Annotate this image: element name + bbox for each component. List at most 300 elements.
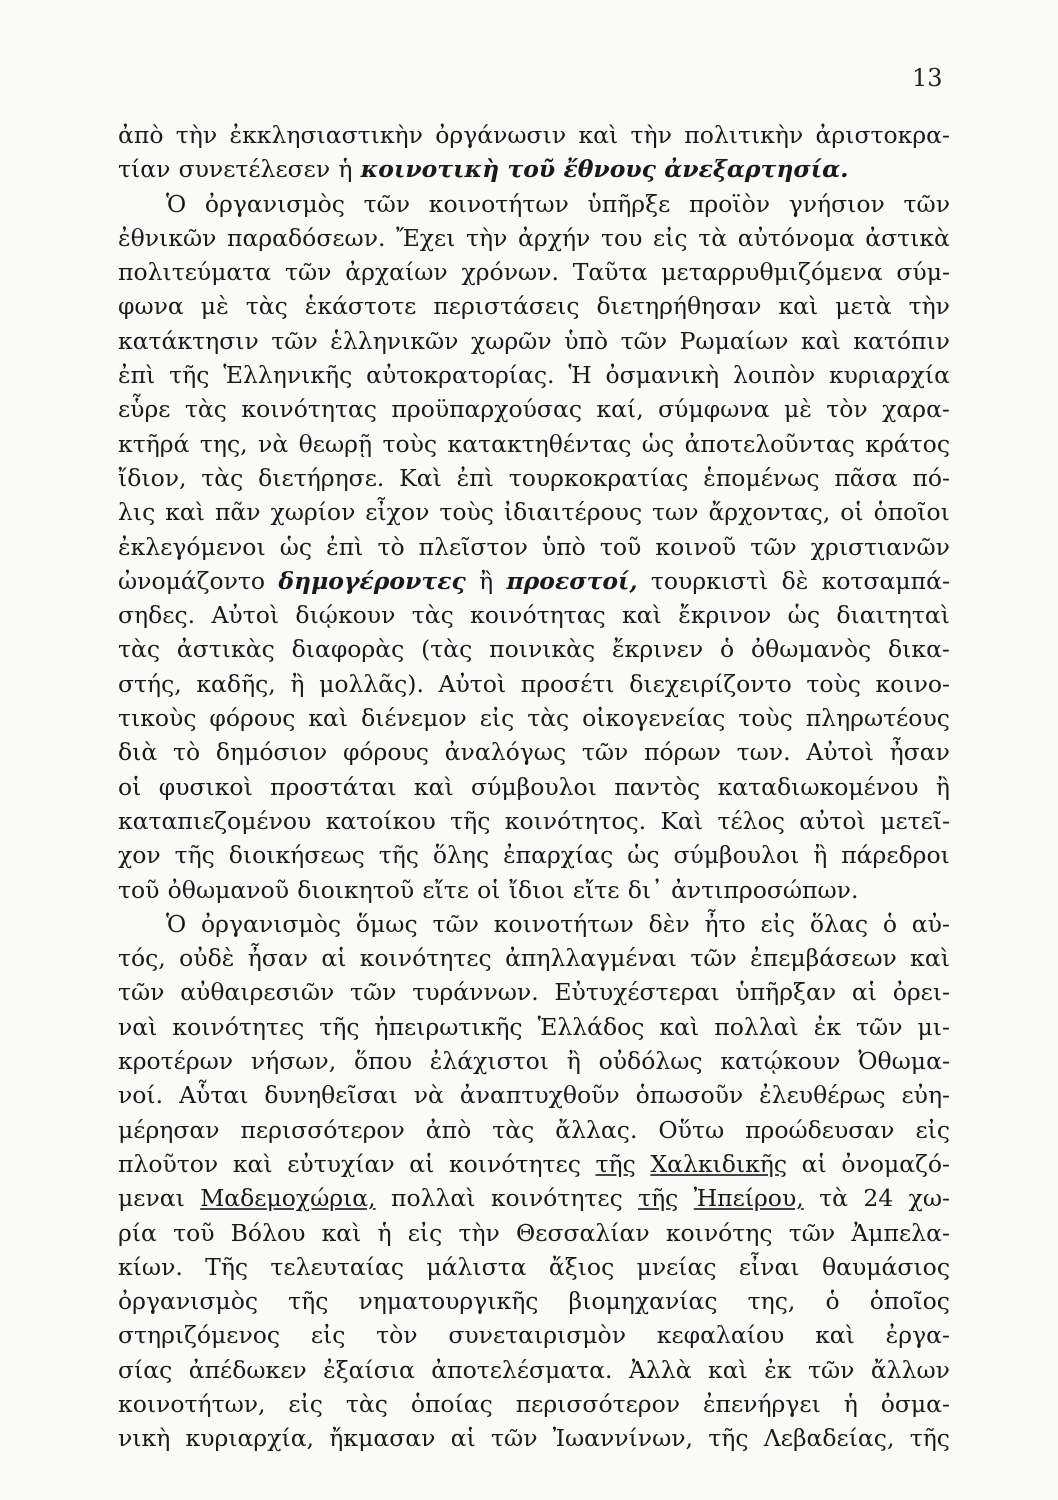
word: ἀναπτυχθοῦν <box>459 1081 620 1110</box>
word: ὀνομαζό- <box>841 1149 950 1178</box>
word: συνεταιρισμὸν <box>448 1321 626 1350</box>
word: τῶν <box>856 1012 903 1041</box>
word: κοινότητας <box>241 395 377 424</box>
word: ἔκρινον <box>678 601 772 630</box>
word: ἐκκλησιαστικὴν <box>229 121 423 149</box>
word: τοὺς <box>382 429 438 458</box>
word: Βόλου <box>230 1218 306 1247</box>
text-line <box>118 392 950 426</box>
word: κατοίκου <box>325 806 436 835</box>
word: τελευταίας <box>270 1252 405 1281</box>
word: μάλιστα <box>426 1252 527 1281</box>
emphasized-word: τοῦ <box>507 155 556 184</box>
word: προστάται <box>270 772 397 801</box>
text-line <box>118 598 950 632</box>
word: Καὶ <box>399 463 442 492</box>
word: Ἑλλάδος <box>537 1012 645 1041</box>
word: εἴτε <box>572 875 620 904</box>
word: ἀριστοκρα- <box>815 121 950 149</box>
word: εἶναι <box>738 1252 800 1281</box>
word: ἐργα- <box>885 1321 950 1350</box>
word: ὁπωσοῦν <box>635 1081 744 1110</box>
word: οἱ <box>477 875 501 904</box>
word: καδῆς, <box>196 669 276 698</box>
word: ἄλλων <box>870 1355 950 1384</box>
word: ὅπου <box>353 1047 412 1076</box>
word: διαφορὰς <box>291 635 405 664</box>
word: καὶ <box>910 944 950 973</box>
text-line <box>118 1216 950 1250</box>
word: σύμβουλοι <box>471 772 597 801</box>
word: καὶ <box>659 1012 700 1041</box>
word: Λεβαδείας, <box>763 1424 895 1453</box>
text-line <box>118 941 950 975</box>
word: τὸ <box>172 738 201 767</box>
word: ναὶ <box>118 1012 158 1041</box>
word: εἰς <box>310 1321 346 1350</box>
word: στηριζόμενος <box>118 1321 281 1350</box>
word: ἢ <box>935 772 950 801</box>
word: μὲ <box>200 292 229 321</box>
word: ὡς <box>641 429 675 458</box>
word: κατακτηθέντας <box>447 429 632 458</box>
word: εἰς <box>915 1115 950 1144</box>
text-line <box>118 804 950 838</box>
word: καὶ <box>622 601 662 630</box>
word: τοῦ <box>599 532 642 561</box>
word: πληρωτέους <box>805 704 950 733</box>
word: αὐ- <box>911 909 950 938</box>
word: ὁποῖοι <box>873 498 950 527</box>
word: σηδες. <box>118 601 196 630</box>
word: κοινότης <box>665 1218 773 1247</box>
word: τὸ <box>377 532 405 561</box>
word: ἀπέδωκεν <box>188 1355 307 1384</box>
word: ἀποτελέσματα. <box>431 1355 613 1384</box>
word: πολιτικὴν <box>684 121 804 149</box>
word: παραδόσεων. <box>227 223 386 252</box>
emphasized-word: προεστοί, <box>506 566 638 595</box>
word: τίαν <box>118 155 171 184</box>
word: οὐδόλως <box>598 1047 703 1076</box>
word: τῶν <box>581 738 629 767</box>
word: κοινοῦ <box>655 532 737 561</box>
text-line <box>118 495 950 529</box>
word: κοινότητες <box>448 1149 581 1178</box>
text-line <box>118 1250 950 1284</box>
word: τῆς <box>288 1287 329 1316</box>
word: ποινικὰς <box>489 635 596 664</box>
word: Ἀμπελα- <box>851 1218 950 1247</box>
word: εἰς <box>760 909 796 938</box>
word: ὀργάνωσιν <box>435 121 567 149</box>
word: καὶ <box>308 704 349 733</box>
word: χριστιανῶν <box>810 532 950 561</box>
word: ἦσαν <box>889 738 950 767</box>
word: ἐκλεγόμενοι <box>118 532 266 561</box>
word: ἢ <box>479 566 494 595</box>
word: ὁποῖος <box>869 1287 950 1316</box>
word: δυνηθεῖσαι <box>264 1081 398 1110</box>
word: αἱ <box>851 978 877 1007</box>
emphasized-word: κοινοτικὴ <box>360 155 500 184</box>
word: αἱ <box>450 1424 476 1453</box>
word: αὐτοὶ <box>799 806 866 835</box>
text-line <box>118 1353 950 1387</box>
word: κίων. <box>118 1252 183 1281</box>
word: ἠπειρωτικῆς <box>374 1012 523 1041</box>
word: μετεῖ- <box>880 806 950 835</box>
word: Οὕτω <box>658 1115 725 1144</box>
word: τουρκιστὶ <box>650 566 769 595</box>
word: τὴν <box>630 121 672 149</box>
word: μὲ <box>783 395 812 424</box>
word: ἐπαρχίας <box>503 841 614 870</box>
word: μεταρρυθμιζόμενα <box>661 258 883 287</box>
word: καὶ <box>321 1218 362 1247</box>
word: κτῆρά <box>118 429 190 458</box>
word: εἰς <box>288 1389 323 1418</box>
word: τὰς <box>118 635 161 664</box>
word: χρόνων. <box>461 258 559 287</box>
text-line <box>118 1044 950 1078</box>
word: διῴκουν <box>295 601 396 630</box>
word: ἦσαν <box>247 944 308 973</box>
text-line <box>118 838 950 872</box>
word: καί, <box>596 395 644 424</box>
word: τὴν <box>458 1218 500 1247</box>
word: τῆς <box>909 1424 950 1453</box>
text-line <box>118 221 950 255</box>
word: ὡς <box>279 532 313 561</box>
text-line <box>118 1010 950 1044</box>
word: τὰ <box>698 223 728 252</box>
word: ὑπῆρξε <box>587 189 671 218</box>
word: Τῆς <box>205 1252 249 1281</box>
word: τὰς <box>527 704 570 733</box>
word: τῶν <box>807 1355 855 1384</box>
word: οἱ <box>118 772 142 801</box>
word: τῆς <box>450 806 491 835</box>
word: Αὐτοὶ <box>806 738 874 767</box>
body-text <box>118 118 950 1456</box>
word: ἑλληνικῶν <box>330 326 459 355</box>
word: κοινότητες <box>172 1012 305 1041</box>
word: ὀσμα- <box>880 1389 950 1418</box>
word: Ταῦτα <box>572 258 648 287</box>
word: Ὁ <box>166 909 187 938</box>
word: εἰς <box>407 1218 443 1247</box>
word: μέρησαν <box>118 1115 220 1144</box>
text-line <box>118 701 950 735</box>
word: τῆς <box>595 1149 636 1178</box>
word: αὐθαιρεσιῶν <box>180 978 335 1007</box>
word: δημόσιον <box>215 738 328 767</box>
word: διὰ <box>118 738 158 767</box>
word: ἔκρινεν <box>612 635 704 664</box>
word: προώδευσαν <box>745 1115 895 1144</box>
word: περισσότερον <box>515 1389 681 1418</box>
word: ἄλλας. <box>555 1115 638 1144</box>
word: 24 <box>863 1184 894 1213</box>
word: ὅλας <box>809 909 868 938</box>
word: τοῦ <box>118 875 160 904</box>
word: κατόπιν <box>853 326 950 355</box>
word: ὑπῆρξαν <box>735 978 837 1007</box>
word: τοῦ <box>173 1218 215 1247</box>
page-number: 13 <box>912 64 943 92</box>
word: εὐτυχίαν <box>287 1149 395 1178</box>
word: τὴν <box>175 121 218 149</box>
word: Αὐτοὶ <box>211 601 280 630</box>
word: τῆς <box>169 361 210 390</box>
word: ὀσμανικὴ <box>605 361 720 390</box>
word: εἴτε <box>422 875 469 904</box>
word: προϊὸν <box>688 189 771 218</box>
word: σύμ- <box>896 258 950 287</box>
word: Ἔχει <box>396 223 456 252</box>
word: της, <box>747 1287 796 1316</box>
word: πάρεδροι <box>841 841 950 870</box>
word: ἴδιον, <box>118 463 187 492</box>
word: νοί. <box>118 1081 164 1110</box>
word: τέλος <box>717 806 785 835</box>
word: καὶ <box>815 1321 855 1350</box>
word: κοινοτήτων, <box>118 1389 266 1418</box>
word: κεφαλαίου <box>656 1321 785 1350</box>
word: τῶν <box>350 978 397 1007</box>
word: τῆς <box>174 841 215 870</box>
word: εἰς <box>479 704 515 733</box>
text-line <box>118 1421 950 1455</box>
word: ὀργανισμὸς <box>118 1287 259 1316</box>
word: κοινο- <box>875 669 950 698</box>
word: τῶν <box>363 189 411 218</box>
word: νήσων, <box>250 1047 337 1076</box>
word: περιστάσεις <box>433 292 580 321</box>
emphasized-word: δημογέροντες <box>278 566 466 595</box>
word: τὸν <box>376 1321 418 1350</box>
word: ὀθωμανὸς <box>750 635 872 664</box>
word: δὲν <box>648 909 690 938</box>
word: ὁ <box>719 635 735 664</box>
word: διένεμον <box>361 704 467 733</box>
word: δι᾿ <box>627 875 663 904</box>
text-line <box>118 255 950 289</box>
word: πλεῖστον <box>418 532 528 561</box>
word: καταδιωκομένου <box>717 772 919 801</box>
word: πολιτεύματα <box>118 258 272 287</box>
word: ἄξιος <box>548 1252 615 1281</box>
word: Καὶ <box>660 806 704 835</box>
word: γνήσιον <box>788 189 885 218</box>
word: κοτσαμπά- <box>821 566 950 595</box>
word: διετηρήθησαν <box>596 292 762 321</box>
word: ἴδιοι <box>508 875 565 904</box>
text-line <box>118 358 950 392</box>
word: Ἰωαννίνων, <box>552 1424 694 1453</box>
word: μεναι <box>118 1184 185 1213</box>
word: περισσότερον <box>240 1115 405 1144</box>
word: τοὺς <box>738 704 793 733</box>
word: προϋπαρχούσας <box>391 395 582 424</box>
word: καὶ <box>708 1355 748 1384</box>
word: ὡς <box>627 841 660 870</box>
word: ἀστικὰς <box>176 635 275 664</box>
word: Ὁ <box>166 189 187 218</box>
word: ἀπὸ <box>118 121 164 149</box>
word: καὶ <box>800 326 841 355</box>
word: τὸν <box>826 395 868 424</box>
word: θαυμάσιος <box>821 1252 950 1281</box>
word: διοικητοῦ <box>297 875 415 904</box>
word: λις <box>118 498 156 527</box>
word: ἐξαίσια <box>323 1355 415 1384</box>
word: ὁ <box>825 1287 840 1316</box>
word: οὐδὲ <box>179 944 235 973</box>
word: ἦτο <box>704 909 746 938</box>
word: ἡ <box>843 1389 858 1418</box>
text-line <box>118 1284 950 1318</box>
word: Αὗται <box>179 1081 249 1110</box>
text-line <box>118 324 950 358</box>
word: τός, <box>118 944 166 973</box>
word: ὠνομάζοντο <box>118 566 266 595</box>
word: ἐπὶ <box>326 532 364 561</box>
word: τῶν <box>690 944 737 973</box>
word: ἄρχοντας, <box>708 498 831 527</box>
word: ὀργανισμὸς <box>204 189 345 218</box>
word: ἀρχήν <box>518 223 591 252</box>
word: τῶν <box>788 1218 836 1247</box>
word: του <box>600 223 643 252</box>
word: τῶν <box>284 258 332 287</box>
word: των. <box>736 738 791 767</box>
word: τὴν <box>908 292 950 321</box>
word: χον <box>118 841 161 870</box>
word: εὗρε <box>118 395 171 424</box>
word: Ὀθωμα- <box>858 1047 950 1076</box>
word: καὶ <box>232 1149 273 1178</box>
word: Χαλκιδικῆς <box>650 1149 788 1178</box>
text-line <box>118 187 950 221</box>
text-line <box>118 530 950 564</box>
word: (τὰς <box>421 635 473 664</box>
word: κοινοτήτων <box>428 189 569 218</box>
word: φόρους <box>342 738 429 767</box>
word: ρία <box>118 1218 157 1247</box>
word: τυράννων. <box>412 978 539 1007</box>
text-line <box>118 975 950 1009</box>
word: διοικήσεως <box>228 841 365 870</box>
word: ἐπεμβάσεων <box>750 944 897 973</box>
word: ὡς <box>787 601 820 630</box>
text-line <box>118 564 950 598</box>
word: Μαδεμοχώρια, <box>200 1184 376 1213</box>
text-line <box>118 770 950 804</box>
word: τῶν <box>491 1424 538 1453</box>
word: νηματουργικῆς <box>358 1287 539 1316</box>
word: αἱ <box>409 1149 435 1178</box>
word: ἀποτελοῦντας <box>684 429 855 458</box>
word: ἑπομένως <box>703 463 820 492</box>
word: τῶν <box>271 326 318 355</box>
word: αἱ <box>801 1149 827 1178</box>
word: ὀργανισμὸς <box>201 909 342 938</box>
word: νὰ <box>258 429 289 458</box>
word: τῆς <box>378 841 419 870</box>
word: ἐπὶ <box>456 463 494 492</box>
word: πᾶν <box>214 498 261 527</box>
word: διετήρησε. <box>258 463 385 492</box>
word: τὰς <box>345 1389 388 1418</box>
word: ὁ <box>882 909 897 938</box>
text-line <box>118 1147 950 1181</box>
word: ἐκ <box>813 1012 842 1041</box>
word: πλοῦτον <box>118 1149 219 1178</box>
word: νὰ <box>413 1081 444 1110</box>
text-line <box>118 1113 950 1147</box>
word: αἱ <box>321 944 347 973</box>
word: φόρους <box>209 704 296 733</box>
word: κοινότητες <box>490 1184 623 1213</box>
word: Αὐτοὶ <box>438 669 507 698</box>
word: πολλαὶ <box>714 1012 799 1041</box>
word: ὅλης <box>432 841 490 870</box>
word: προσέτι <box>520 669 615 698</box>
word: τοὺς <box>439 498 494 527</box>
word: ἀρχαίων <box>345 258 448 287</box>
text-line <box>118 873 950 907</box>
word: νικὴ <box>118 1424 171 1453</box>
word: καὶ <box>413 772 454 801</box>
word: μετὰ <box>835 292 892 321</box>
word: ἡ <box>338 155 353 184</box>
word: σύμβουλοι <box>673 841 800 870</box>
word: αὐτόνομα <box>737 223 855 252</box>
word: ἰδιαιτέρους <box>503 498 643 527</box>
text-line <box>118 907 950 941</box>
word: θεωρῇ <box>298 429 373 458</box>
word: πό- <box>912 463 950 492</box>
word: σύμφωνα <box>658 395 770 424</box>
word: πολλαὶ <box>391 1184 476 1213</box>
word: κοινότητας <box>470 601 606 630</box>
word: παντὸς <box>614 772 701 801</box>
word: ἑκάστοτε <box>304 292 417 321</box>
word: ἀντιπροσώπων. <box>671 875 859 904</box>
text-line <box>118 118 950 152</box>
word: αὐτοκρατορίας. <box>366 361 555 390</box>
text-line <box>118 1078 950 1112</box>
word: μι- <box>917 1012 950 1041</box>
word: διεχειρίζοντο <box>629 669 792 698</box>
word: σίας <box>118 1355 173 1384</box>
word: διαιτηταὶ <box>836 601 950 630</box>
word: εἰς <box>653 223 688 252</box>
word: τὰς <box>492 1115 535 1144</box>
word: Θεσσαλίαν <box>516 1218 650 1247</box>
word: κυριαρχία, <box>185 1424 315 1453</box>
word: τικοὺς <box>118 704 197 733</box>
word: τὰς <box>201 463 244 492</box>
word: κοινοτήτων <box>493 909 634 938</box>
word: Ἑλληνικῆς <box>223 361 353 390</box>
word: Ἡ <box>568 361 592 390</box>
word: κράτος <box>865 429 950 458</box>
text-line <box>118 632 950 666</box>
word: βιομηχανίας <box>568 1287 718 1316</box>
